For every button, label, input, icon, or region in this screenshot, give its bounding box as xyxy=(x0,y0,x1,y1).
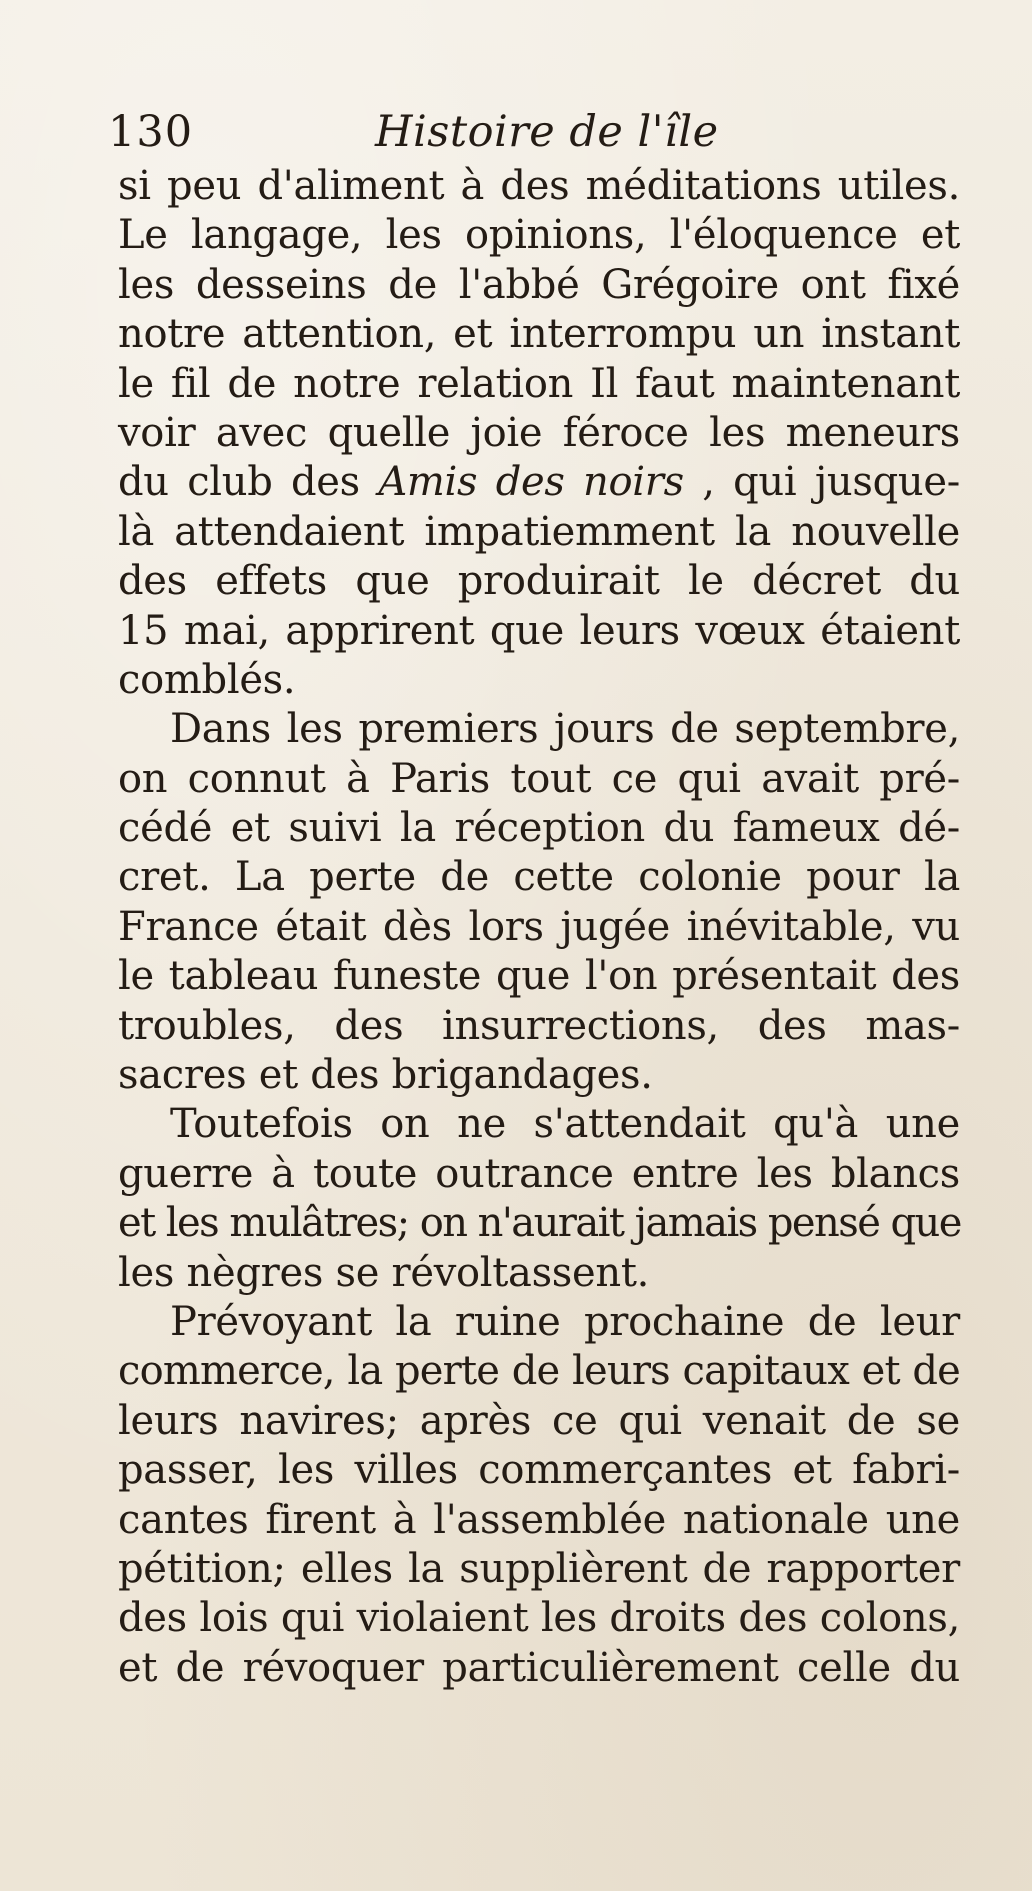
text-segment: du club des xyxy=(118,459,379,506)
text-line: passer, les villes commerçantes et fabri- xyxy=(118,1447,960,1494)
text-line: France était dès lors jugée inévitable, vu xyxy=(118,903,960,950)
text-line: commerce, la perte de leurs capitaux et de xyxy=(118,1348,960,1395)
text-line: le tableau funeste que l'on présentait des xyxy=(118,953,960,1000)
text-line: Le langage, les opinions, l'éloquence et xyxy=(118,212,960,259)
text-line: Prévoyant la ruine prochaine de leur xyxy=(170,1298,960,1345)
text-line: troubles, des insurrections, des mas- xyxy=(118,1002,960,1049)
text-line: pétition; elles la supplièrent de rapporter xyxy=(118,1545,960,1592)
text-line: cantes firent à l'assemblée nationale une xyxy=(118,1496,960,1543)
text-line: sacres et des brigandages. xyxy=(118,1052,653,1099)
text-line: voir avec quelle joie féroce les meneurs xyxy=(118,409,960,456)
text-line: Dans les premiers jours de septembre, xyxy=(170,706,960,753)
club-name-italic: Amis des noirs xyxy=(378,459,684,506)
text-line: 15 mai, apprirent que leurs vœux étaient xyxy=(118,607,960,654)
text-line: cret. La perte de cette colonie pour la xyxy=(118,854,960,901)
body-text xyxy=(118,162,960,1693)
text-segment: , qui jusque- xyxy=(683,459,960,506)
running-head xyxy=(108,102,968,162)
text-line: des lois qui violaient les droits des colons, xyxy=(118,1595,960,1642)
text-line: comblés. xyxy=(118,656,296,703)
page-number: 130 xyxy=(108,107,194,157)
text-line xyxy=(118,458,960,507)
text-line: si peu d'aliment à des méditations utiles. xyxy=(118,163,960,209)
text-line: les desseins de l'abbé Grégoire ont fixé xyxy=(118,261,960,308)
text-line: Toutefois on ne s'attendait qu'à une xyxy=(170,1101,960,1148)
text-line: des effets que produirait le décret du xyxy=(118,558,960,605)
text-line: là attendaient impatiemment la nouvelle xyxy=(118,508,960,555)
text-line: les nègres se révoltassent. xyxy=(118,1249,650,1296)
text-line: on connut à Paris tout ce qui avait pré- xyxy=(118,755,960,802)
text-line: notre attention, et interrompu un instant xyxy=(118,311,960,358)
running-title: Histoire de l'île xyxy=(375,107,719,157)
text-line: cédé et suivi la réception du fameux dé- xyxy=(118,805,960,852)
text-line: et de révoquer particulièrement celle du xyxy=(118,1644,960,1691)
text-line: et les mulâtres; on n'aurait jamais pensé que xyxy=(118,1200,961,1247)
text-line: guerre à toute outrance entre les blancs xyxy=(118,1150,960,1197)
text-line: leurs navires; après ce qui venait de se xyxy=(118,1397,960,1444)
text-line: le fil de notre relation Il faut maintenant xyxy=(118,360,960,407)
